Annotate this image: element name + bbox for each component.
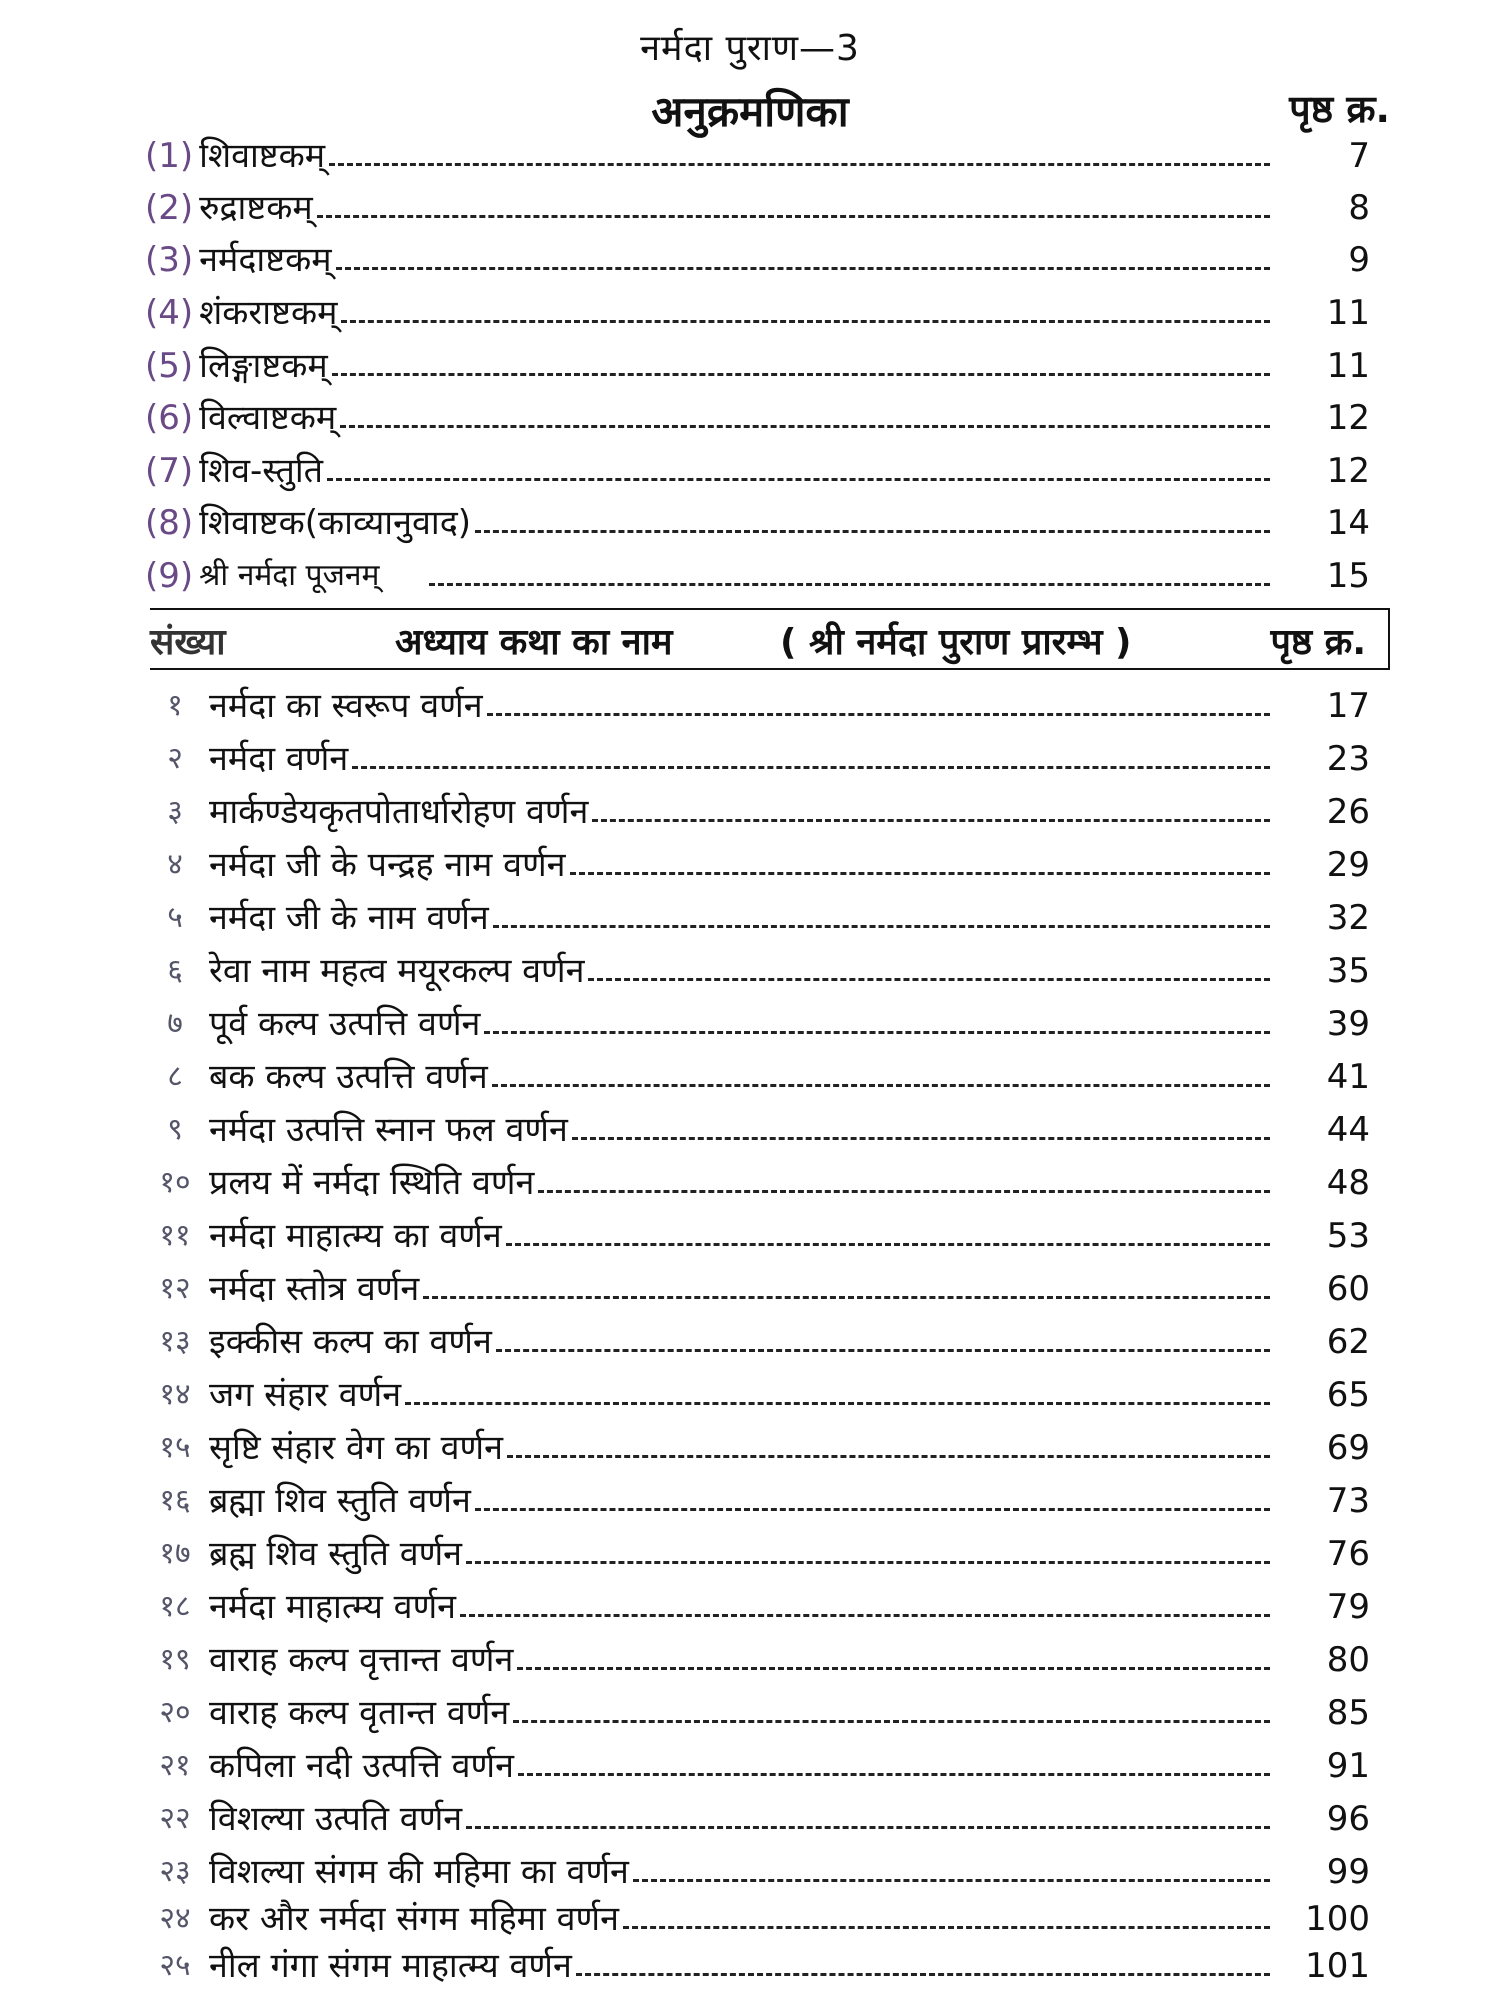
chapter-entry-20 bbox=[145, 1685, 1370, 1735]
chapter-entry-5 bbox=[145, 890, 1370, 940]
entry-number: (2) bbox=[145, 188, 194, 228]
entry-number: ९ bbox=[167, 1112, 183, 1147]
entry-number: (1) bbox=[145, 136, 194, 176]
entry-title: जग संहार वर्णन bbox=[209, 1375, 402, 1415]
entry-page: 11 bbox=[1326, 346, 1370, 386]
chapter-entry-1 bbox=[145, 678, 1370, 728]
entry-title: वाराह कल्प वृतान्त वर्णन bbox=[209, 1693, 510, 1733]
entry-number: १० bbox=[159, 1165, 191, 1200]
entry-page: 32 bbox=[1326, 898, 1370, 938]
entry-page: 44 bbox=[1326, 1110, 1370, 1150]
chapter-entry-17 bbox=[145, 1526, 1370, 1576]
dot-leader bbox=[517, 1667, 1270, 1670]
entry-title: विशल्या संगम की महिमा का वर्णन bbox=[209, 1852, 629, 1892]
entry-number: ६ bbox=[167, 953, 183, 988]
entry-page: 29 bbox=[1326, 845, 1370, 885]
chapter-entry-24 bbox=[145, 1891, 1370, 1941]
toc-entry-5 bbox=[145, 338, 1370, 388]
entry-number: १४ bbox=[159, 1377, 191, 1412]
entry-page: 96 bbox=[1326, 1799, 1370, 1839]
entry-title: श्री नर्मदा पूजनम् bbox=[199, 558, 380, 593]
dot-leader bbox=[340, 425, 1270, 428]
entry-number: ४ bbox=[167, 847, 183, 882]
entry-number: (4) bbox=[145, 293, 194, 333]
entry-page: 99 bbox=[1326, 1852, 1370, 1892]
chapter-entry-10 bbox=[145, 1155, 1370, 1205]
page-number-label: पृष्ठ क्र. bbox=[1270, 622, 1366, 663]
toc-entry-3 bbox=[145, 232, 1370, 282]
entry-page: 12 bbox=[1326, 398, 1370, 438]
entry-number: (3) bbox=[145, 240, 194, 280]
entry-title: नर्मदा स्तोत्र वर्णन bbox=[209, 1269, 420, 1309]
entry-page: 8 bbox=[1348, 188, 1370, 228]
purana-start-label: ( श्री नर्मदा पुराण प्रारम्भ ) bbox=[780, 622, 1132, 663]
entry-page: 9 bbox=[1348, 240, 1370, 280]
entry-number: ८ bbox=[167, 1059, 183, 1094]
entry-title: नर्मदा जी के पन्द्रह नाम वर्णन bbox=[209, 845, 566, 885]
chapter-entry-7 bbox=[145, 996, 1370, 1046]
entry-number: २० bbox=[159, 1695, 191, 1730]
entry-title: नर्मदा उत्पत्ति स्नान फल वर्णन bbox=[209, 1110, 568, 1150]
entry-page: 60 bbox=[1326, 1269, 1370, 1309]
chapter-entry-22 bbox=[145, 1791, 1370, 1841]
dot-leader bbox=[493, 925, 1270, 928]
index-title: अनुक्रमणिका bbox=[651, 87, 849, 136]
page-column-label: पृष्ठ क्र. bbox=[1289, 87, 1390, 131]
dot-leader bbox=[592, 819, 1270, 822]
entry-title: नर्मदा जी के नाम वर्णन bbox=[209, 898, 489, 938]
dot-leader bbox=[588, 978, 1270, 981]
dot-leader bbox=[538, 1190, 1270, 1193]
chapter-table-header bbox=[150, 608, 1390, 670]
entry-number: ५ bbox=[167, 900, 183, 935]
toc-entry-7 bbox=[145, 443, 1370, 493]
entry-number: १९ bbox=[159, 1642, 191, 1677]
dot-leader bbox=[423, 1296, 1270, 1299]
chapter-entry-8 bbox=[145, 1049, 1370, 1099]
chapter-entry-16 bbox=[145, 1473, 1370, 1523]
toc-entry-2 bbox=[145, 180, 1370, 230]
entry-title: विल्वाष्टकम् bbox=[199, 398, 337, 438]
dot-leader bbox=[352, 766, 1270, 769]
entry-title: ब्रह्म शिव स्तुति वर्णन bbox=[209, 1534, 463, 1574]
entry-title: शिव-स्तुति bbox=[199, 451, 324, 491]
toc-entry-8 bbox=[145, 495, 1370, 545]
entry-page: 53 bbox=[1326, 1216, 1370, 1256]
chapter-entry-2 bbox=[145, 731, 1370, 781]
entry-number: २२ bbox=[159, 1801, 191, 1836]
entry-title: शंकराष्टकम् bbox=[199, 293, 338, 333]
entry-page: 41 bbox=[1326, 1057, 1370, 1097]
chapter-name-label: अध्याय कथा का नाम bbox=[395, 622, 673, 663]
dot-leader bbox=[475, 530, 1270, 533]
entry-number: १३ bbox=[159, 1324, 191, 1359]
entry-title: रेवा नाम महत्व मयूरकल्प वर्णन bbox=[209, 951, 585, 991]
running-head: नर्मदा पुराण—3 bbox=[640, 28, 860, 69]
entry-number: (9) bbox=[145, 556, 194, 596]
entry-page: 14 bbox=[1326, 503, 1370, 543]
entry-title: सृष्टि संहार वेग का वर्णन bbox=[209, 1428, 503, 1468]
chapter-entry-13 bbox=[145, 1314, 1370, 1364]
entry-number: (8) bbox=[145, 503, 194, 543]
dot-leader bbox=[570, 872, 1270, 875]
dot-leader bbox=[466, 1561, 1270, 1564]
entry-number: २ bbox=[167, 741, 183, 776]
chapter-entry-9 bbox=[145, 1102, 1370, 1152]
entry-page: 12 bbox=[1326, 451, 1370, 491]
entry-number: १ bbox=[167, 688, 183, 723]
entry-title: कर और नर्मदा संगम महिमा वर्णन bbox=[209, 1899, 619, 1939]
entry-page: 79 bbox=[1326, 1587, 1370, 1627]
entry-title: नर्मदा माहात्म्य वर्णन bbox=[209, 1587, 457, 1627]
chapter-entry-14 bbox=[145, 1367, 1370, 1417]
dot-leader bbox=[405, 1402, 1270, 1405]
dot-leader bbox=[518, 1773, 1270, 1776]
entry-number: (5) bbox=[145, 346, 194, 386]
entry-page: 73 bbox=[1326, 1481, 1370, 1521]
entry-number: २१ bbox=[159, 1748, 191, 1783]
entry-page: 23 bbox=[1326, 739, 1370, 779]
chapter-entry-4 bbox=[145, 837, 1370, 887]
entry-page: 100 bbox=[1305, 1899, 1370, 1939]
dot-leader bbox=[576, 1973, 1270, 1976]
dot-leader bbox=[623, 1926, 1270, 1929]
entry-number: २३ bbox=[159, 1854, 191, 1889]
dot-leader bbox=[507, 1455, 1270, 1458]
dot-leader bbox=[487, 713, 1270, 716]
entry-title: प्रलय में नर्मदा स्थिति वर्णन bbox=[209, 1163, 535, 1203]
dot-leader bbox=[329, 163, 1270, 166]
toc-entry-4 bbox=[145, 285, 1370, 335]
sankhya-label: संख्या bbox=[150, 622, 226, 663]
entry-number: १५ bbox=[159, 1430, 191, 1465]
entry-number: (7) bbox=[145, 451, 194, 491]
chapter-entry-21 bbox=[145, 1738, 1370, 1788]
entry-page: 65 bbox=[1326, 1375, 1370, 1415]
dot-leader bbox=[633, 1879, 1270, 1882]
entry-page: 91 bbox=[1326, 1746, 1370, 1786]
dot-leader bbox=[466, 1826, 1270, 1829]
entry-page: 76 bbox=[1326, 1534, 1370, 1574]
chapter-entry-12 bbox=[145, 1261, 1370, 1311]
dot-leader bbox=[317, 215, 1270, 218]
entry-number: २४ bbox=[159, 1901, 191, 1936]
dot-leader bbox=[513, 1720, 1270, 1723]
entry-number: ११ bbox=[159, 1218, 191, 1253]
entry-title: नर्मदा का स्वरूप वर्णन bbox=[209, 686, 483, 726]
entry-page: 101 bbox=[1305, 1946, 1370, 1986]
entry-title: ब्रह्मा शिव स्तुति वर्णन bbox=[209, 1481, 471, 1521]
entry-title-suffix: (काव्यानुवाद) bbox=[304, 503, 472, 543]
entry-title: शिवाष्टक bbox=[199, 503, 305, 543]
chapter-entry-19 bbox=[145, 1632, 1370, 1682]
entry-page: 69 bbox=[1326, 1428, 1370, 1468]
entry-title: वाराह कल्प वृत्तान्त वर्णन bbox=[209, 1640, 514, 1680]
entry-title: नर्मदा माहात्म्य का वर्णन bbox=[209, 1216, 502, 1256]
dot-leader bbox=[336, 267, 1270, 270]
entry-title: रुद्राष्टकम् bbox=[199, 188, 313, 228]
entry-number: १७ bbox=[159, 1536, 191, 1571]
entry-page: 7 bbox=[1348, 136, 1370, 176]
entry-page: 35 bbox=[1326, 951, 1370, 991]
dot-leader bbox=[429, 583, 1270, 586]
entry-title: विशल्या उत्पति वर्णन bbox=[209, 1799, 463, 1839]
entry-page: 26 bbox=[1326, 792, 1370, 832]
entry-title: नर्मदाष्टकम् bbox=[199, 240, 332, 280]
dot-leader bbox=[327, 478, 1270, 481]
entry-number: (6) bbox=[145, 398, 194, 438]
entry-title: लिङ्गाष्टकम् bbox=[199, 346, 328, 386]
dot-leader bbox=[341, 320, 1270, 323]
entry-number: १२ bbox=[159, 1271, 191, 1306]
entry-title: बक कल्प उत्पत्ति वर्णन bbox=[209, 1057, 488, 1097]
chapter-entry-3 bbox=[145, 784, 1370, 834]
entry-page: 48 bbox=[1326, 1163, 1370, 1203]
entry-title: नील गंगा संगम माहात्म्य वर्णन bbox=[209, 1946, 572, 1986]
toc-entry-9 bbox=[145, 548, 1370, 598]
entry-page: 15 bbox=[1326, 556, 1370, 596]
entry-number: २५ bbox=[159, 1948, 191, 1983]
entry-number: ३ bbox=[167, 794, 183, 829]
dot-leader bbox=[572, 1137, 1270, 1140]
toc-entry-6 bbox=[145, 390, 1370, 440]
dot-leader bbox=[460, 1614, 1270, 1617]
entry-title: मार्कण्डेयकृतपोतार्धारोहण वर्णन bbox=[209, 792, 589, 832]
chapter-entry-18 bbox=[145, 1579, 1370, 1629]
entry-number: १८ bbox=[159, 1589, 191, 1624]
dot-leader bbox=[475, 1508, 1270, 1511]
entry-title: इक्कीस कल्प का वर्णन bbox=[209, 1322, 492, 1362]
entry-title: नर्मदा वर्णन bbox=[209, 739, 349, 779]
chapter-entry-15 bbox=[145, 1420, 1370, 1470]
entry-page: 17 bbox=[1326, 686, 1370, 726]
entry-title: कपिला नदी उत्पत्ति वर्णन bbox=[209, 1746, 515, 1786]
entry-number: १६ bbox=[159, 1483, 191, 1518]
chapter-entry-11 bbox=[145, 1208, 1370, 1258]
entry-page: 80 bbox=[1326, 1640, 1370, 1680]
chapter-entry-23 bbox=[145, 1844, 1370, 1894]
dot-leader bbox=[332, 373, 1270, 376]
toc-entry-1 bbox=[145, 128, 1370, 178]
entry-page: 85 bbox=[1326, 1693, 1370, 1733]
entry-number: ७ bbox=[167, 1006, 183, 1041]
dot-leader bbox=[506, 1243, 1270, 1246]
entry-page: 62 bbox=[1326, 1322, 1370, 1362]
chapter-entry-25 bbox=[145, 1938, 1370, 1988]
entry-title: शिवाष्टकम् bbox=[199, 136, 326, 176]
entry-page: 11 bbox=[1326, 293, 1370, 333]
chapter-entry-6 bbox=[145, 943, 1370, 993]
dot-leader bbox=[484, 1031, 1270, 1034]
dot-leader bbox=[492, 1084, 1270, 1087]
entry-title: पूर्व कल्प उत्पत्ति वर्णन bbox=[209, 1004, 481, 1044]
entry-page: 39 bbox=[1326, 1004, 1370, 1044]
dot-leader bbox=[496, 1349, 1270, 1352]
